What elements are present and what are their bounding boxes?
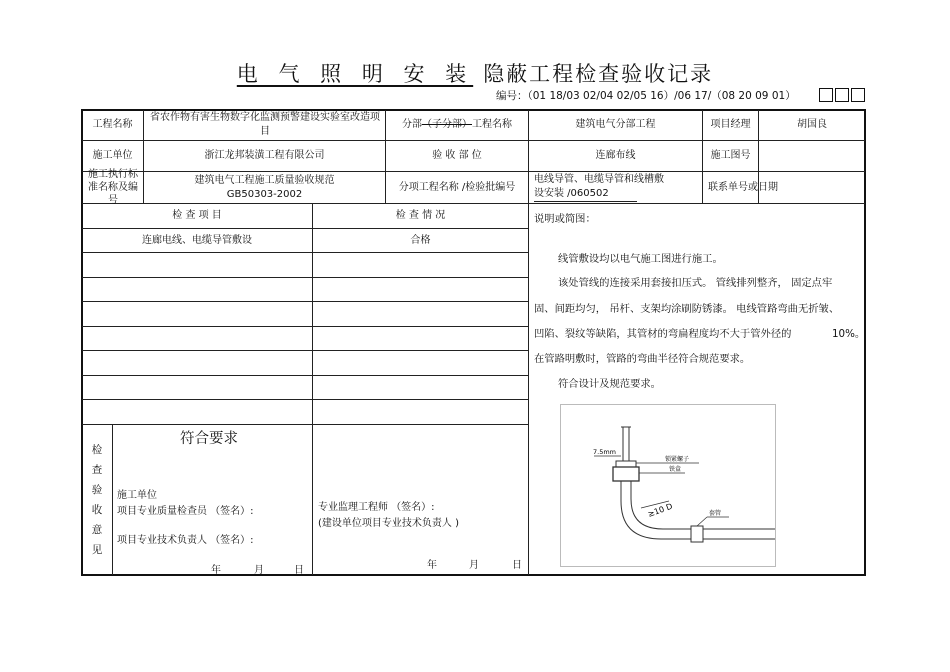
side-label-char: 意	[91, 524, 103, 536]
page-title	[0, 58, 950, 88]
table-row-status	[313, 253, 528, 277]
item-label: 分项工程名称 /检验批编号	[398, 181, 516, 193]
table-row-item	[82, 327, 312, 350]
code-box	[851, 88, 865, 102]
table-row-status: 合格	[410, 234, 431, 246]
project-name-value: 省农作物有害生物数字化监测预警建设实验室改造项目	[150, 112, 380, 137]
table-row-item	[82, 351, 312, 375]
col-header-status: 检 查 情 况	[395, 210, 446, 221]
subproject-label	[386, 110, 528, 140]
subproject-label-prefix: 分部	[402, 119, 422, 130]
notes-line: 线管敷设均以电气施工图进行施工。	[558, 253, 723, 265]
diagram-nut-label: 锁紧螺子	[665, 456, 690, 463]
standard-value-line-1: 建筑电气工程施工质量验收规范	[194, 174, 335, 186]
title-part-2: 隐蔽工程检查验收记录	[483, 62, 714, 86]
notes-percent: 10%。	[832, 328, 866, 340]
table-row-item: 连廊电线、电缆导管敷设	[142, 234, 252, 246]
contractor-label: 施工单位	[92, 150, 133, 161]
conduit-diagram-svg	[561, 405, 775, 566]
side-label-char: 见	[91, 544, 103, 556]
subproject-label-strike: （子分部）	[422, 119, 472, 130]
date-month: 月	[469, 560, 479, 571]
notes-line: 该处管线的连接采用套接扣压式。 管线排列整齐， 固定点牢	[558, 277, 833, 289]
row-divider	[82, 424, 528, 425]
document-code: 编号：（01 18/03 02/04 02/05 16）/06 17/（08 20 09 01）	[496, 90, 796, 102]
inspection-part-label: 验 收 部 位	[432, 150, 482, 161]
pm-value: 胡国良	[797, 119, 827, 130]
notes-line: 固、间距均匀， 吊杆、支架均涂刷防锈漆。 电线管路弯曲无折皱、	[534, 303, 840, 315]
subproject-value: 建筑电气分部工程	[575, 119, 656, 130]
diagram-radius-label: ≥10 D	[646, 501, 674, 519]
diagram-pipe-label: 套管	[709, 510, 722, 517]
date-year: 年	[427, 560, 437, 571]
side-label-char: 查	[91, 464, 103, 476]
table-row-status	[313, 376, 528, 399]
table-row-status	[313, 278, 528, 301]
notes-line: 在管路明敷时，管路的弯曲半径符合规范要求。	[534, 353, 751, 365]
item-value	[534, 172, 702, 203]
tech-lead-signature: 项目专业技术负责人 （签名）:	[117, 535, 254, 546]
date-month: 月	[254, 565, 264, 576]
table-row-item	[82, 302, 312, 326]
table-row-item	[82, 376, 312, 399]
row-divider	[82, 399, 528, 400]
pm-label: 项目经理	[710, 119, 751, 130]
table-row-status	[313, 302, 528, 326]
notes-line: 符合设计及规范要求。	[558, 378, 661, 390]
title-part-1: 电 气 照 明 安 装	[236, 62, 474, 86]
code-box	[819, 88, 833, 102]
drawing-label: 施工图号	[710, 150, 751, 161]
quality-inspector-signature: 项目专业质量检查员 （签名）:	[117, 506, 254, 517]
table-row-item	[82, 278, 312, 301]
col-divider	[528, 110, 529, 575]
inspection-part-value: 连廊布线	[595, 150, 636, 161]
diagram-box-label: 铁盒	[669, 466, 682, 473]
standard-label: 施工执行标准名称及编号	[88, 169, 138, 206]
side-label-char: 检	[91, 444, 103, 456]
date-day: 日	[294, 565, 304, 576]
notes-label: 说明或简图：	[534, 213, 596, 225]
standard-value	[144, 172, 385, 203]
contact-value	[785, 172, 865, 203]
notes-line: 凹陷、裂纹等缺陷，其管材的弯扁程度均不大于管外径的	[534, 328, 792, 340]
contractor-unit-label: 施工单位	[117, 490, 157, 501]
table-row-status	[313, 327, 528, 350]
table-row-status	[313, 351, 528, 375]
side-label-char: 验	[91, 484, 103, 496]
acceptance-side-label	[84, 440, 110, 560]
col-divider	[112, 424, 113, 575]
date-year: 年	[211, 565, 221, 576]
drawing-value	[759, 141, 865, 171]
contractor-value: 浙江龙邦装潢工程有限公司	[204, 150, 325, 161]
table-row-item	[82, 253, 312, 277]
supervisor-signature: 专业监理工程师 （签名）:	[318, 502, 435, 513]
owner-tech-lead-signature: (建设单位项目专业技术负责人 )	[318, 518, 459, 529]
col-header-item: 检 查 项 目	[172, 210, 222, 221]
standard-value-line-2: GB50303-2002	[226, 188, 303, 200]
item-value-line-2: 设安装 /060502	[534, 187, 637, 202]
date-day: 日	[512, 560, 522, 571]
side-label-char: 收	[91, 504, 103, 516]
code-checkboxes	[819, 87, 867, 106]
contact-label: 联系单号或日期	[708, 181, 778, 193]
item-value-line-1: 电线导管、电缆导管和线槽敷	[534, 174, 664, 185]
acceptance-conclusion: 符合要求	[180, 431, 238, 447]
conduit-installation-diagram	[560, 404, 776, 567]
code-box	[835, 88, 849, 102]
diagram-dim-label: 7.5mm	[593, 448, 617, 456]
subproject-label-suffix: 工程名称	[472, 119, 512, 130]
project-name-label: 工程名称	[92, 119, 133, 130]
